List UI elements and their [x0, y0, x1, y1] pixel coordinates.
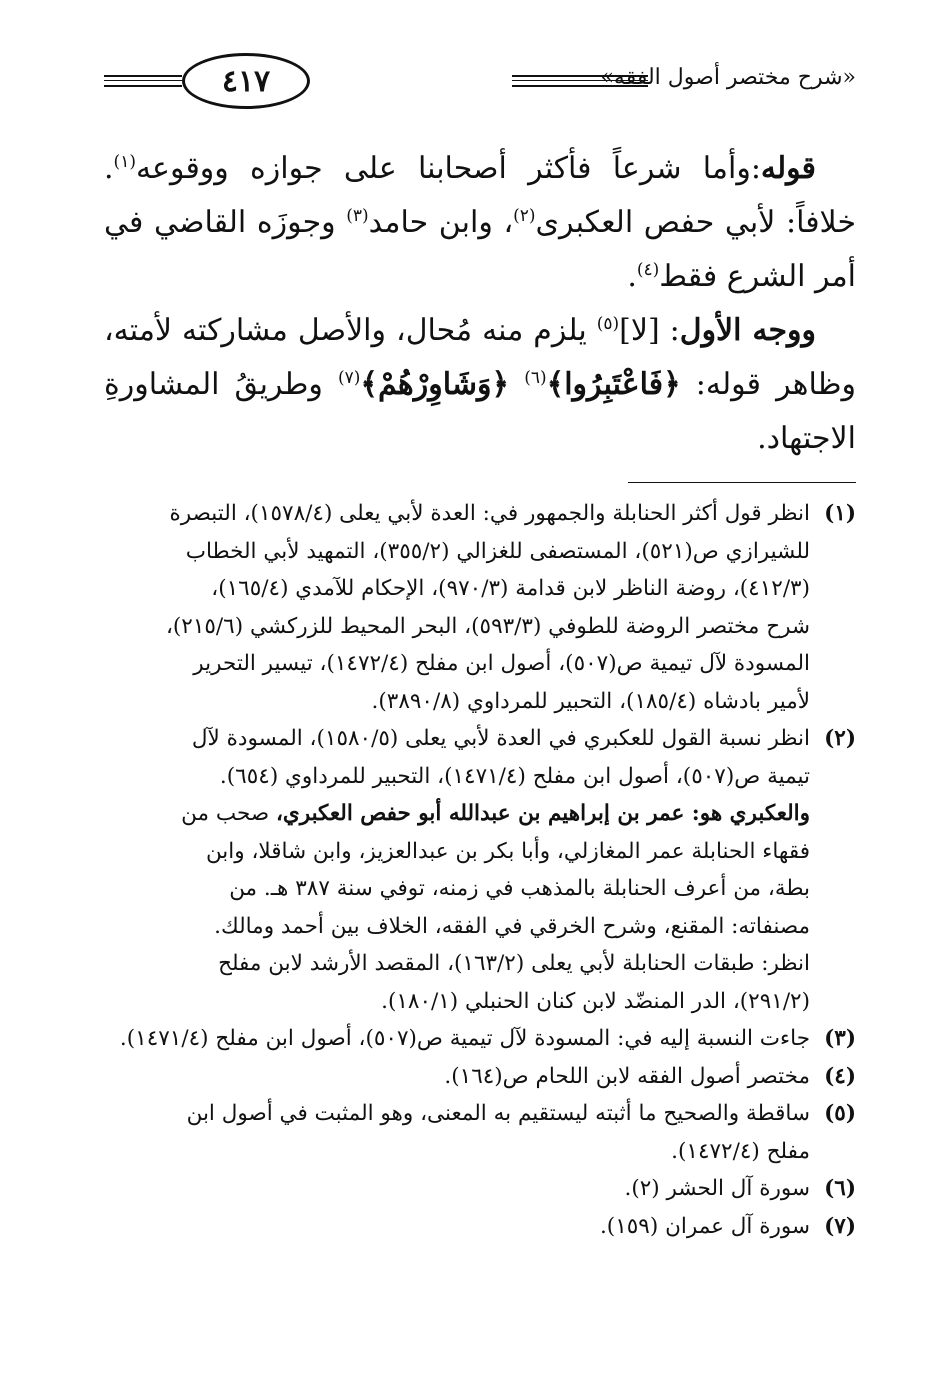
paragraph-1-text: خلافاً: لأبي حفص العكبرى — [535, 205, 857, 240]
quran-quote-2: ﴿وَشَاوِرْهُمْ﴾ — [360, 367, 510, 402]
paragraph-2-text: يلزم منه مُحال، والأصل مشاركته لأمته، وظاهر قوله: — [104, 313, 856, 402]
footnote-line: (٢٩١/٢)، الدر المنضّد لابن كنان الحنبلي (١٨٠/١). — [381, 988, 810, 1014]
footnote-number: (٦) — [824, 1176, 856, 1201]
footnote-line: سورة آل عمران (١٥٩). — [599, 1213, 810, 1239]
paragraph-2-text: : [لا] — [619, 313, 680, 348]
paragraph-1-text: . — [627, 259, 637, 294]
footnote-marker-2[interactable]: (٢) — [513, 206, 536, 226]
footnote-number: (٣) — [824, 1026, 856, 1051]
footnote-line: (٤١٢/٣)، روضة الناظر لابن قدامة (٩٧٠/٣)، الإحكام للآمدي (١٦٥/٤)، — [211, 576, 810, 601]
footnote-bio-name: والعكبري هو: عمر بن إبراهيم بن عبدالله أبو حفص العكبري، — [275, 801, 810, 826]
running-title: «شرح مختصر أصول الفقه» — [600, 65, 856, 90]
paragraph-1-lead: قوله — [760, 151, 816, 186]
paragraph-1-text: :وأما شرعاً فأكثر أصحابنا على جوازه ووقوعه — [135, 151, 761, 186]
paragraph-2 — [104, 304, 856, 466]
footnote-marker-5[interactable]: (٥) — [596, 314, 620, 334]
footnote-marker-4[interactable]: (٤) — [636, 260, 660, 280]
footnote-number: (٥) — [824, 1101, 856, 1126]
paragraph-1-text: ، وابن حامد — [368, 205, 514, 240]
footnote-5 — [104, 1095, 856, 1170]
header-rule-left — [104, 75, 182, 87]
footnote-number: (٤) — [824, 1063, 856, 1089]
footnote-line: بطة، من أعرف الحنابلة بالمذهب في زمنه، توفي سنة ٣٨٧ هـ. من — [229, 876, 810, 901]
footnote-7 — [104, 1208, 856, 1246]
paragraph-2-text: وطريقُ المشاورةِ الاجتهاد. — [104, 367, 856, 456]
footnote-line: لأمير بادشاه (١٨٥/٤)، التحبير للمرداوي (٣٨٩٠/٨). — [371, 688, 810, 714]
footnote-6 — [104, 1170, 856, 1208]
footnote-number: (١) — [824, 501, 856, 526]
paragraph-1-text: . — [104, 151, 114, 186]
footnote-marker-6[interactable]: (٦) — [524, 368, 547, 388]
footnote-line: انظر نسبة القول للعكبري في العدة لأبي يعلى (١٥٨٠/٥)، المسودة لآل — [191, 726, 810, 751]
footnote-bio-line — [104, 795, 810, 833]
paragraph-1 — [104, 142, 856, 304]
footnote-line: انظر: طبقات الحنابلة لأبي يعلى (١٦٣/٢)، المقصد الأرشد لابن مفلح — [218, 951, 810, 976]
footnote-number: (٧) — [824, 1213, 856, 1239]
footnotes — [104, 495, 856, 1245]
footnote-4 — [104, 1058, 856, 1096]
page-number: ٤١٧ — [182, 53, 310, 109]
footnote-line: مفلح (١٤٧٢/٤). — [671, 1138, 810, 1164]
footnote-separator — [628, 482, 856, 483]
footnote-number: (٢) — [824, 726, 856, 751]
footnote-bio-text: صحب من — [181, 801, 276, 826]
footnote-line: شرح مختصر الروضة للطوفي (٥٩٣/٣)، البحر المحيط للزركشي (٢١٥/٦)، — [165, 613, 810, 639]
paragraph-1-text: وجوزَه القاضي في أمر الشرع فقط — [104, 205, 856, 294]
footnote-1 — [104, 495, 856, 720]
footnote-marker-7[interactable]: (٧) — [337, 368, 361, 388]
footnote-line: فقهاء الحنابلة عمر المغازلي، وأبا بكر بن عبدالعزيز، وابن شاقلا، وابن — [205, 838, 810, 864]
footnote-line: سورة آل الحشر (٢). — [624, 1176, 810, 1201]
footnote-line: مصنفاته: المقنع، وشرح الخرقي في الفقه، الخلاف بين أحمد ومالك. — [214, 913, 810, 939]
footnote-marker-3[interactable]: (٣) — [346, 206, 369, 226]
footnote-line: تيمية ص(٥٠٧)، أصول ابن مفلح (١٤٧١/٤)، التحبير للمرداوي (٦٥٤). — [219, 763, 810, 789]
paragraph-2-lead: ووجه الأول — [679, 313, 817, 348]
main-text — [104, 142, 856, 466]
footnote-line: ساقطة والصحيح ما أثبته ليستقيم به المعنى، وهو المثبت في أصول ابن — [186, 1101, 810, 1126]
footnote-line: جاءت النسبة إليه في: المسودة لآل تيمية ص(٥٠٧)، أصول ابن مفلح (١٤٧١/٤). — [119, 1026, 810, 1051]
footnote-line: انظر قول أكثر الحنابلة والجمهور في: العدة لأبي يعلى (١٥٧٨/٤)، التبصرة — [169, 501, 810, 526]
footnote-line: المسودة لآل تيمية ص(٥٠٧)، أصول ابن مفلح (١٤٧٢/٤)، تيسير التحرير — [193, 651, 810, 676]
footnote-2 — [104, 720, 856, 1020]
footnote-3 — [104, 1020, 856, 1058]
quran-quote-1: ﴿فَاعْتَبِرُوا﴾ — [546, 367, 681, 402]
footnote-marker-1[interactable]: (١) — [113, 152, 136, 172]
page-header — [104, 48, 856, 114]
footnote-line: مختصر أصول الفقه لابن اللحام ص(١٦٤). — [444, 1063, 810, 1089]
footnote-line: للشيرازي ص(٥٢١)، المستصفى للغزالي (٣٥٥/٢)، التمهيد لأبي الخطاب — [185, 538, 810, 564]
